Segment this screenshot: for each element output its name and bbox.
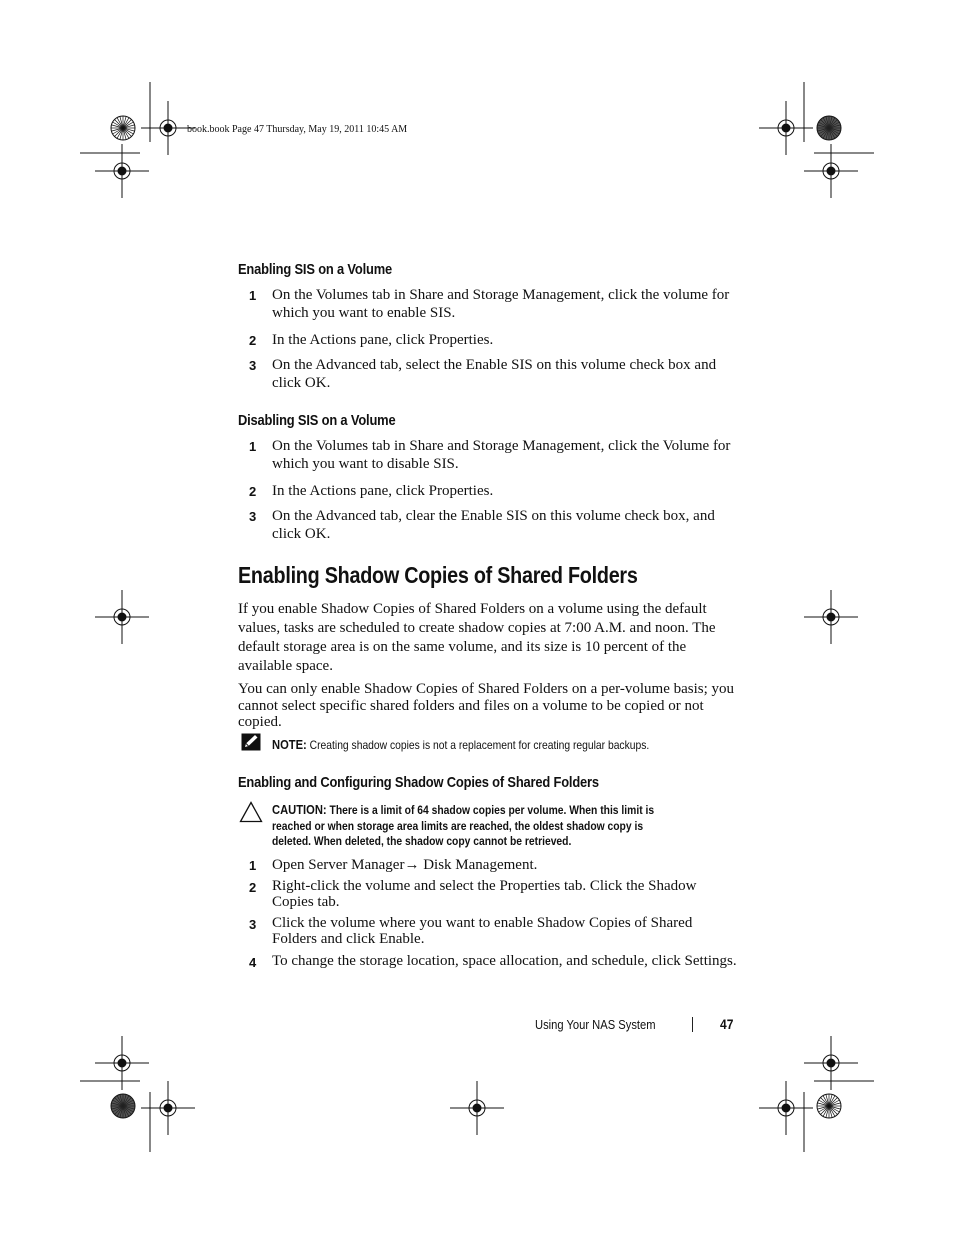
step-number: 2	[249, 484, 257, 499]
registration-target	[95, 1036, 149, 1090]
step-number: 4	[249, 955, 257, 970]
step-text: Open Server Manager→ Disk Management.	[272, 857, 538, 873]
note	[272, 737, 649, 752]
heading-disabling-sis: Disabling SIS on a Volume	[238, 412, 396, 429]
caution-label: CAUTION:	[272, 802, 327, 817]
step-text: On the Advanced tab, select the Enable SIS on this volume check box and click OK.	[272, 357, 717, 391]
page-number: 47	[720, 1016, 734, 1032]
step-number: 2	[249, 333, 257, 348]
step-text: To change the storage location, space allocation, and schedule, click Settings.	[272, 953, 737, 969]
paragraph-per-volume: You can only enable Shadow Copies of Shared Folders on a per-volume basis; you cannot select specific shared folders and files on a volume to be copied or not copied.	[238, 681, 735, 730]
step-number: 1	[249, 439, 257, 454]
step-number: 3	[249, 509, 257, 524]
step-text: On the Volumes tab in Share and Storage Management, click the Volume for which you want to disable SIS.	[272, 438, 731, 472]
color-target	[111, 116, 135, 140]
registration-target	[95, 590, 149, 644]
step-text: In the Actions pane, click Properties.	[272, 483, 494, 499]
step-text: Right-click the volume and select the Properties tab. Click the Shadow Copies tab.	[272, 878, 697, 910]
note-text: Creating shadow copies is not a replacement for creating regular backups.	[309, 738, 650, 752]
caution	[272, 802, 676, 850]
step-text: Click the volume where you want to enable Shadow Copies of Shared Folders and click Enable.	[272, 915, 693, 947]
heading-configuring-shadow-copies: Enabling and Configuring Shadow Copies of Shared Folders	[238, 774, 599, 791]
color-target	[111, 1094, 135, 1118]
caution-text: There is a limit of 64 shadow copies per volume. When this limit is reached or when storage area limits are reached, the oldest shadow copy is deleted. When deleted, the shadow copy cannot be retrieved.	[272, 803, 655, 848]
step-text: On the Advanced tab, clear the Enable SIS on this volume check box, and click OK.	[272, 508, 715, 542]
registration-target	[804, 590, 858, 644]
paragraph-defaults: If you enable Shadow Copies of Shared Folders on a volume using the default values, tasks are scheduled to create shadow copies at 7:00 A.M. and noon. The default storage area is on the same volume, and its size is 10 percent of the available space.	[238, 601, 716, 674]
color-target	[817, 116, 841, 140]
registration-target	[804, 1036, 858, 1090]
note-label: NOTE:	[272, 737, 307, 752]
step-text: In the Actions pane, click Properties.	[272, 332, 494, 348]
step-text: On the Volumes tab in Share and Storage Management, click the volume for which you want to enable SIS.	[272, 287, 730, 321]
registration-target	[450, 1081, 504, 1135]
print-stamp: book.book Page 47 Thursday, May 19, 2011 10:45 AM	[187, 124, 408, 135]
heading-enabling-sis: Enabling SIS on a Volume	[238, 261, 393, 278]
step-number: 1	[249, 858, 257, 873]
registration-target	[804, 144, 858, 198]
registration-target	[759, 1081, 813, 1135]
color-target	[817, 1094, 841, 1118]
section-title: Enabling Shadow Copies of Shared Folders	[238, 562, 638, 588]
step-number: 3	[249, 917, 257, 932]
step-number: 2	[249, 880, 257, 895]
footer-divider	[692, 1017, 693, 1032]
registration-target	[141, 1081, 195, 1135]
pencil-note-icon	[241, 733, 263, 753]
warning-triangle-icon	[239, 801, 263, 823]
step-number: 1	[249, 288, 257, 303]
registration-target	[95, 144, 149, 198]
registration-target	[759, 101, 813, 155]
footer-section-title: Using Your NAS System	[535, 1017, 656, 1032]
step-number: 3	[249, 358, 257, 373]
